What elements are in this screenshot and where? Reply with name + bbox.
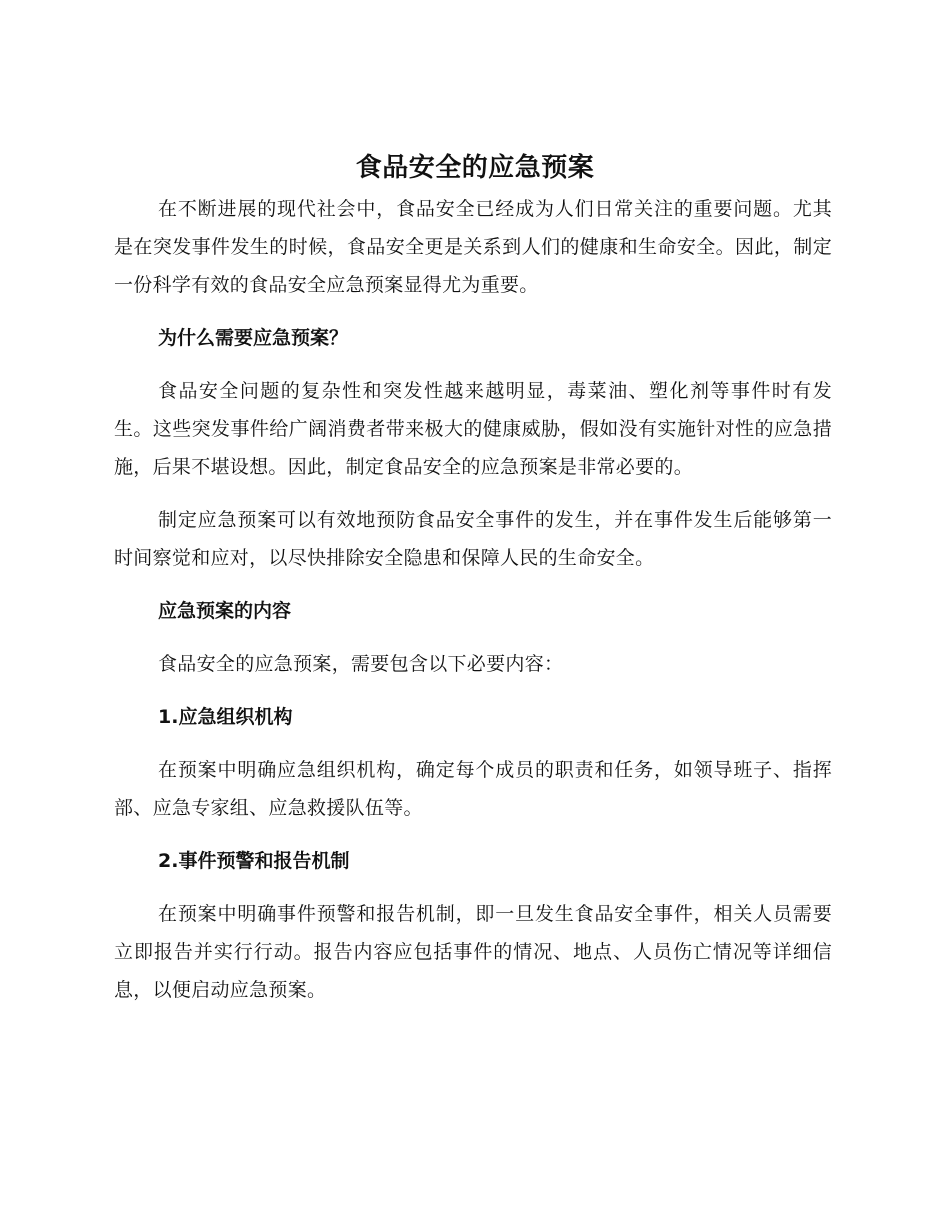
spacer	[114, 304, 832, 319]
why-paragraph-2: 制定应急预案可以有效地预防食品安全事件的发生，并在事件发生后能够第一时间察觉和应对，以尽快排除安全隐患和保障人民的生命安全。	[114, 509, 832, 569]
spacer	[114, 357, 832, 372]
spacer	[114, 736, 832, 751]
section-heading-content: 应急预案的内容	[158, 600, 292, 622]
intro-paragraph: 在不断进展的现代社会中，食品安全已经成为人们日常关注的重要问题。尤其是在突发事件发生的时候，食品安全更是关系到人们的健康和生命安全。因此，制定一份科学有效的食品安全应急预案显得尤为重要。	[114, 198, 832, 296]
spacer	[114, 880, 832, 895]
spacer	[114, 630, 832, 645]
spacer	[114, 827, 832, 842]
item-paragraph-2: 在预案中明确事件预警和报告机制，即一旦发生食品安全事件，相关人员需要立即报告并实行行动。报告内容应包括事件的情况、地点、人员伤亡情况等详细信息，以便启动应急预案。	[114, 903, 832, 1001]
content-intro-paragraph: 食品安全的应急预案，需要包含以下必要内容：	[158, 653, 564, 675]
item-heading-1: 1.应急组织机构	[158, 706, 293, 728]
spacer	[114, 577, 832, 592]
spacer	[114, 486, 832, 501]
spacer	[114, 683, 832, 698]
document-body	[114, 190, 832, 1009]
item-paragraph-1: 在预案中明确应急组织机构，确定每个成员的职责和任务，如领导班子、指挥部、应急专家组、应急救援队伍等。	[114, 759, 832, 819]
document-title: 食品安全的应急预案	[355, 153, 595, 183]
item-heading-2: 2.事件预警和报告机制	[158, 850, 350, 872]
section-heading-why: 为什么需要应急预案？	[158, 327, 349, 349]
why-paragraph-1: 食品安全问题的复杂性和突发性越来越明显，毒菜油、塑化剂等事件时有发生。这些突发事件给广阔消费者带来极大的健康威胁，假如没有实施针对性的应急措施，后果不堪设想。因此，制定食品安全的应急预案是非常必要的。	[114, 380, 832, 478]
